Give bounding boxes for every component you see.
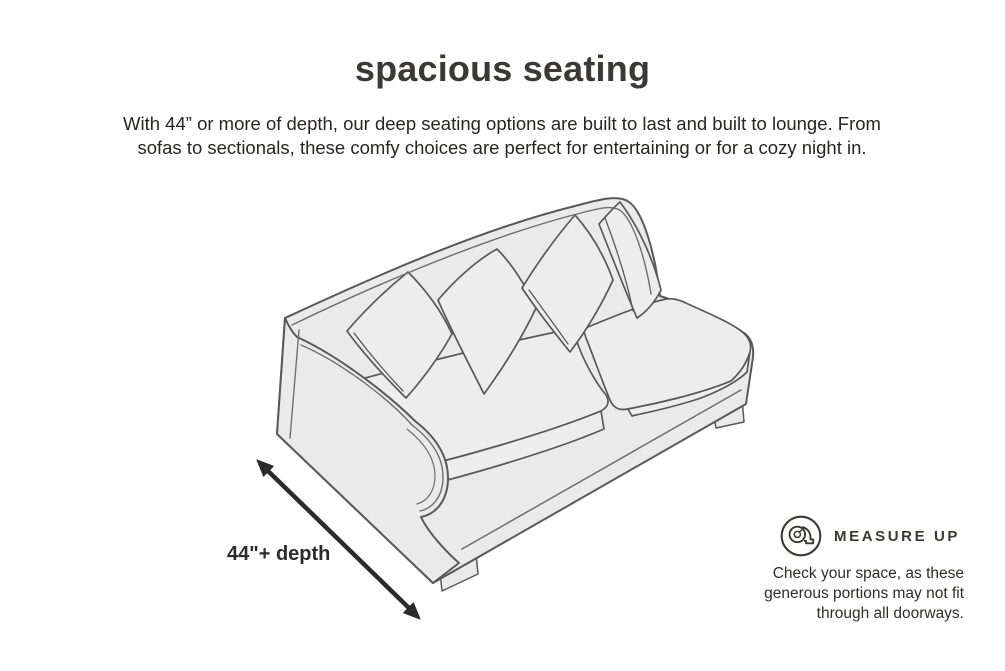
depth-dimension-label: 44"+ depth <box>227 543 331 565</box>
note-line-1: Check your space, as these <box>772 565 964 582</box>
measure-up-section <box>742 515 972 624</box>
description-line-1: With 44” or more of depth, our deep seating options are built to last and built to lounge. From <box>123 113 881 134</box>
page-title: spacious seating <box>354 48 651 89</box>
measure-up-header <box>780 515 972 557</box>
note-line-3: through all doorways. <box>816 605 964 622</box>
measure-up-note <box>742 564 964 624</box>
note-line-2: generous portions may not fit <box>764 585 964 602</box>
measure-up-heading: MEASURE UP <box>834 527 961 545</box>
tape-measure-icon <box>780 515 822 557</box>
description-line-2: sofas to sectionals, these comfy choices are perfect for entertaining or for a cozy night in. <box>137 137 867 158</box>
